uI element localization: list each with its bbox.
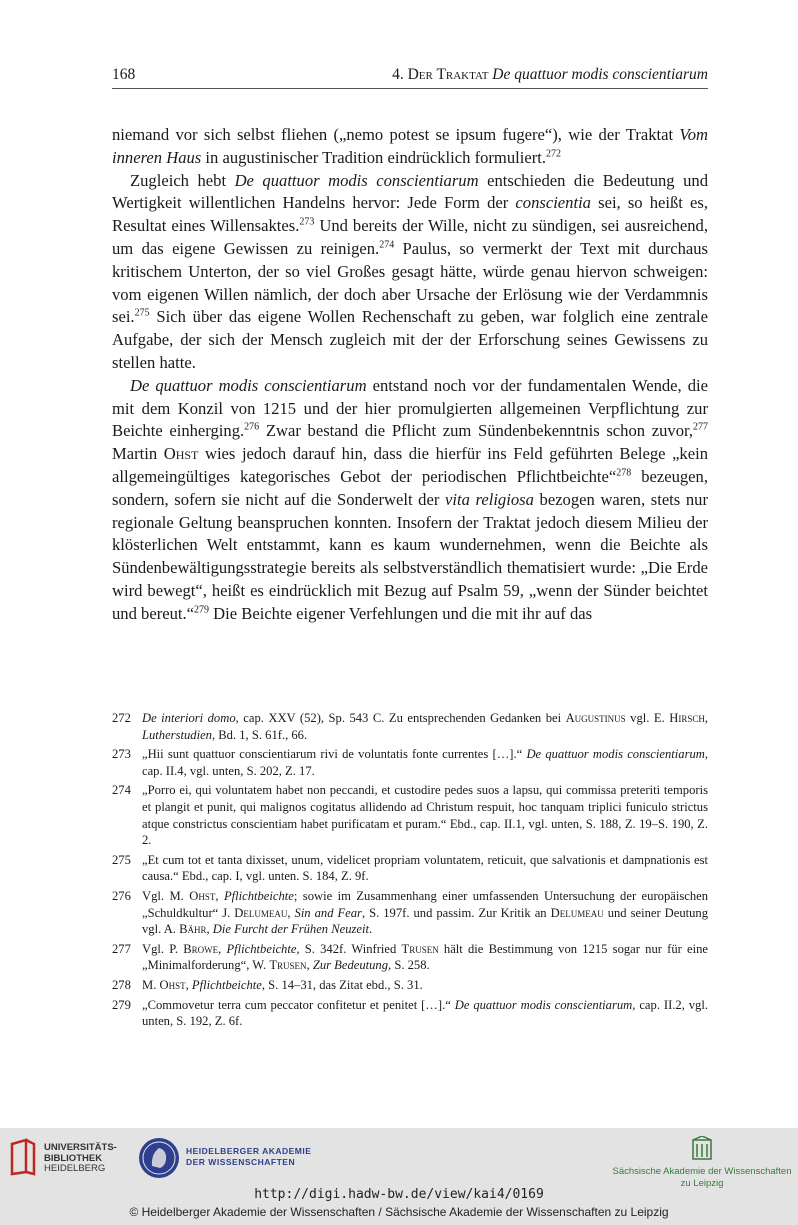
- footnote-ref: 278: [616, 467, 632, 479]
- paragraph-1: niemand vor sich selbst fliehen („nemo potest se ipsum fugere“), wie der Traktat Vom inneren Haus in augustinischer Tradition eindrücklich formuliert.$^{272}$: [112, 125, 708, 167]
- paragraph-2: Zugleich hebt De quattuor modis conscientiarum entschieden die Bedeutung und Wertigkeit willentlichen Handelns hervor: Jede Form der conscientia sei, so heißt es, Resultat eines Willensaktes.$^{273}$ Und bereits der Wille, nicht zu sündigen, sei ausreichend, um das eigene Gewissen zu reinigen.$^{274}$ Paulus, so vermerkt der Text mit durchaus kritischem Unterton, der so viel Großes gesagt hätte, würde genau hiervon schweigen: vom eigenen Willen nämlich, der doch aber Ursache der Erlösung wie der Verdammnis sei.$^{275}$ Sich über das eigene Wollen Rechenschaft zu geben, war folglich eine zentrale Aufgabe, der sich der Mensch zugleich mit der der Erforschung seines Gewissens zu stellen hatte.: [112, 170, 709, 372]
- footnote: 272 De interiori domo, cap. XXV (52), Sp. 543 C. Zu entsprechenden Gedanken bei Augustinus vgl. E. Hirsch, Lutherstudien, Bd. 1, S. 61f., 66.: [112, 711, 708, 742]
- footnote: 276 Vgl. M. Ohst, Pflichtbeichte; sowie im Zusammenhang einer umfassenden Untersuchung der europäischen „Schuldkultur“ J. Delumeau, Sin and Fear, S. 197f. und passim. Zur Kritik an Delumeau und seiner Deutung vgl. A. Bähr, Die Furcht der Frühen Neuzeit.: [112, 888, 709, 937]
- page-number: 168: [112, 66, 136, 83]
- footnote-ref: 275: [134, 307, 150, 319]
- permalink-url[interactable]: http://digi.hadw-bw.de/view/kai4/0169: [254, 1187, 544, 1202]
- footnote: 275 „Et cum tot et tanta dixisset, unum, videlicet propriam voluntatem, reticuit, que salvationis et dampnationis est causa.“ Ebd., cap. I, vgl. unten. S. 184, Z. 9f.: [112, 852, 708, 884]
- hadw-athena-icon: [138, 1136, 180, 1180]
- footnote: 278 M. Ohst, Pflichtbeichte, S. 14–31, das Zitat ebd., S. 31.: [112, 977, 423, 992]
- footnote: 273 „Hii sunt quattuor conscientiarum rivi de voluntatis fonte currentes […].“ De quattuor modis conscientiarum, cap. II.4, vgl. unten, S. 202, Z. 17.: [112, 747, 709, 778]
- footnotes: [112, 710, 708, 1033]
- hadw-logo[interactable]: HEIDELBERGER AKADEMIE DER WISSENSCHAFTEN: [138, 1136, 338, 1184]
- footnote-ref: 277: [693, 421, 708, 433]
- footnote-ref: 274: [379, 239, 395, 251]
- footnote: 274 „Porro ei, qui voluntatem habet non peccandi, et custodire pedes suos a lapsu, qui commissa preteriti temporis et plangit et punit, qui malignos cogitatus allidendo ad Christum respuit, hoc tanquam triplici funiculo strictus atque constrictus conscientiam habet purificatam et puram.“ Ebd., cap. II.1, vgl. unten, S. 188, Z. 19–S. 190, Z. 2.: [112, 783, 708, 848]
- running-title: 4. Der Traktat De quattuor modis conscientiarum: [392, 66, 708, 83]
- main-text: [112, 124, 708, 626]
- footnote-ref: 279: [194, 604, 210, 616]
- saw-leipzig-logo[interactable]: Sächsische Akademie der Wissenschaften zu Leipzig: [612, 1134, 792, 1194]
- footnote: 277 Vgl. P. Browe, Pflichtbeichte, S. 342f. Winfried Trusen hält die Bestimmung von 1215 sogar nur für eine „Minimalforderung“, W. Trusen, Zur Bedeutung, S. 258.: [112, 941, 709, 973]
- ub-heidelberg-logo[interactable]: UNIVERSITÄTS- BIBLIOTHEK HEIDELBERG: [8, 1138, 118, 1178]
- footnote: 279 „Commovetur terra cum peccator confitetur et penitet […].“ De quattuor modis conscientiarum, cap. II.2, vgl. unten, S. 192, Z. 6f.: [112, 997, 708, 1029]
- ub-book-icon: [8, 1138, 38, 1176]
- footnote-ref: 276: [244, 421, 260, 433]
- footnote-ref: 273: [299, 216, 315, 228]
- running-header: [112, 66, 708, 89]
- footnote-ref: 272: [546, 148, 561, 160]
- copyright-notice: © Heidelberger Akademie der Wissenschaften / Sächsische Akademie der Wissenschaften zu Leipzig: [129, 1205, 669, 1219]
- paragraph-3: De quattuor modis conscientiarum entstand noch vor der fundamentalen Wende, die mit dem Konzil von 1215 und der hier promulgierten allgemeinen Verpflichtung zur Beichte einherging.$^{276}$ Zwar bestand die Pflicht zum Sündenbekenntnis schon zuvor,$^{277}$ Martin Ohst wies jedoch darauf hin, dass die hierfür ins Feld geführten Belege „kein allgemeingültiges kategorisches Gebot der periodischen Pflichtbeichte“$^{278}$ bezeugen, sondern, sofern sie nicht auf die Sonderwelt der vita religiosa bezogen waren, stets nur regionale Geltung beanspruchen konnten. Insofern der Traktat jedoch diesem Milieu der klösterlichen Welt entstammt, kann es kaum wundernehmen, wenn die Beichte als Sündenbewältigungsstrategie bereits als selbstverständlich thematisiert wurde: „Die Erde wird bewegt“, heißt es eindrücklich mit Bezug auf Psalm 59, „wenn der Sünder beichtet und bereut.“$^{279}$ Die Beichte eigener Verfehlungen und die mit ihr auf das: [112, 375, 708, 623]
- saw-building-icon: [692, 1136, 712, 1160]
